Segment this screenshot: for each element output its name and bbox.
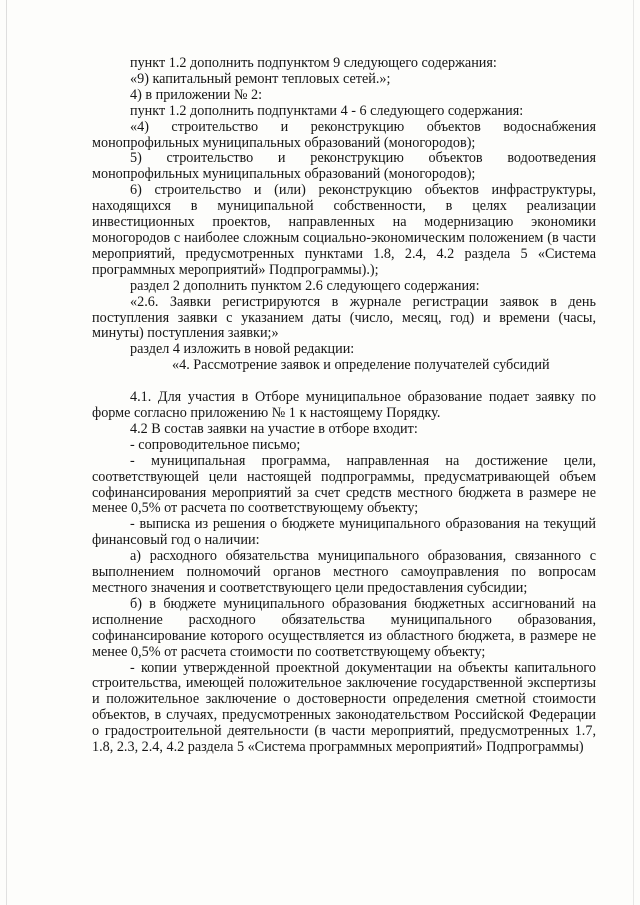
paragraph-5: «4) строительство и реконструкцию объектов водоснабжения монопрофильных муниципальных образований (моногородов); xyxy=(92,118,596,151)
scan-edge-left xyxy=(6,0,7,905)
paragraph-13: 4.2 В состав заявки на участие в отборе входит: xyxy=(130,420,418,437)
scan-edge-right xyxy=(633,0,634,905)
paragraph-19: - копии утвержденной проектной документации на объекты капитального строительства, имеющей положительное заключение государственной экспертизы и положительное заключение о достоверности определения сметной стоимости объектов, в случаях, предусмотренных законодательством Российской Федерации о градостроительной деятельности (в части мероприятий, предусмотренных 1.7, 1.8, 2.3, 2.4, 4.2 раздела 5 «Система программных мероприятий» Подпрограммы) xyxy=(92,659,596,756)
blank-line xyxy=(92,374,596,390)
paragraph-18: б) в бюджете муниципального образования бюджетных ассигнований на исполнение расходного обязательства муниципального образования, софинансирование которого осуществляется из областного бюджета, в размере не менее 0,5% от расчета стоимости по соответствующему объекту; xyxy=(92,595,596,660)
paragraph-16: - выписка из решения о бюджете муниципального образования на текущий финансовый год о наличии: xyxy=(92,516,596,549)
paragraph-7: 6) строительство и (или) реконструкцию объектов инфраструктуры, находящихся в муниципальной собственности, в целях реализации инвестиционных проектов, направленных на модернизацию экономики моногородов с наиболее сложным социально-экономическим положением (в части мероприятий, предусмотренных пунктами 1.8, 2.4, 4.2 раздела 5 «Система программных мероприятий» Подпрограммы).); xyxy=(92,182,596,278)
paragraph-1: пункт 1.2 дополнить подпунктом 9 следующего содержания: xyxy=(130,55,497,71)
paragraph-9: «2.6. Заявки регистрируются в журнале регистрации заявок в день поступления заявки с указанием даты (число, месяц, год) и времени (часы, минуты) поступления заявки;» xyxy=(92,293,596,342)
paragraph-2: «9) капитальный ремонт тепловых сетей.»; xyxy=(130,70,391,87)
paragraph-14: - сопроводительное письмо; xyxy=(130,436,301,453)
paragraph-12: 4.1. Для участия в Отборе муниципальное образование подает заявку по форме согласно приложению № 1 к настоящему Порядку. xyxy=(92,389,596,422)
paragraph-10: раздел 4 изложить в новой редакции: xyxy=(130,341,355,358)
paragraph-4: пункт 1.2 дополнить подпунктами 4 - 6 следующего содержания: xyxy=(130,102,524,119)
paragraph-3: 4) в приложении № 2: xyxy=(130,86,263,103)
section-heading: «4. Рассмотрение заявок и определение получателей субсидий xyxy=(172,357,550,374)
document-body xyxy=(92,56,596,756)
paragraph-17: а) расходного обязательства муниципального образования, связанного с выполнением полномочий органов местного самоуправления по вопросам местного значения и соответствующего цели предоставления субсидии; xyxy=(92,548,596,596)
paragraph-15: - муниципальная программа, направленная на достижение цели, соответствующей цели настоящей подпрограммы, предусматривающей объем софинансирования мероприятий за счет средств местного бюджета в размере не менее 0,5% от расчета по соответствующему объекту; xyxy=(92,452,596,517)
paragraph-6: 5) строительство и реконструкцию объектов водоотведения монопрофильных муниципальных образований (моногородов); xyxy=(92,150,596,183)
paragraph-8: раздел 2 дополнить пунктом 2.6 следующего содержания: xyxy=(130,277,480,294)
